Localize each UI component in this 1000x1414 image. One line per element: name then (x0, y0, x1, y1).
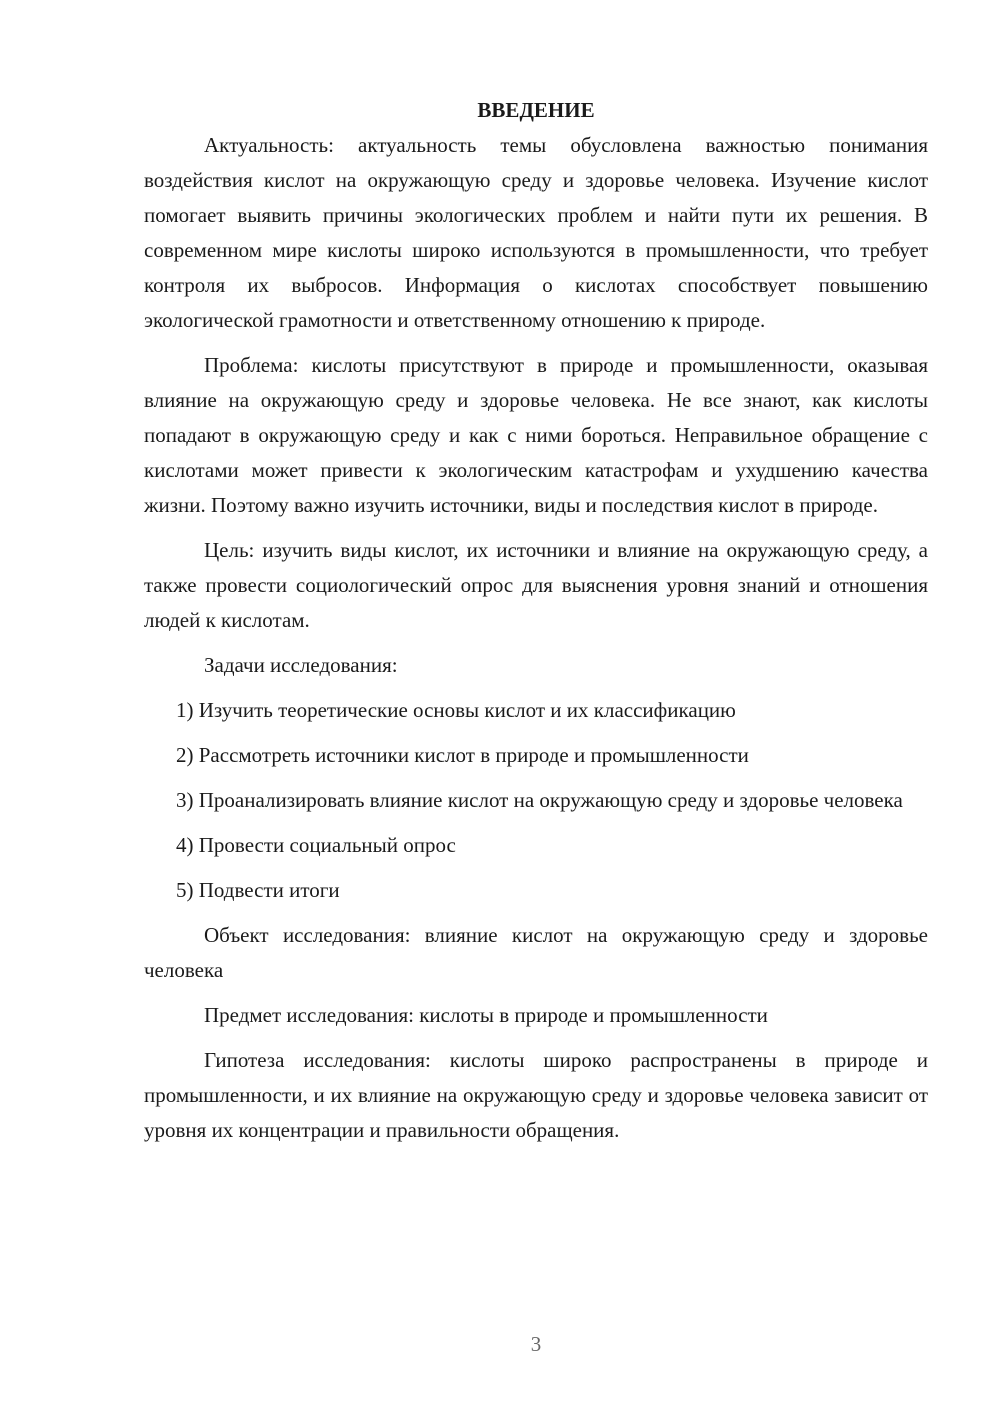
task-item: 2) Рассмотреть источники кислот в природе и промышленности (176, 743, 749, 767)
task-item: 4) Провести социальный опрос (176, 833, 456, 857)
task-item: 5) Подвести итоги (176, 878, 340, 902)
hypothesis-paragraph: Гипотеза исследования: кислоты широко распространены в природе и промышленности, и их влияние на окружающую среду и здоровье человека зависит от уровня их концентрации и правильности обращения. (144, 1048, 928, 1142)
relevance-paragraph: Актуальность: актуальность темы обусловлена важностью понимания воздействия кислот на окружающую среду и здоровье человека. Изучение кислот помогает выявить причины экологических проблем и найти пути их решения. В современном мире кислоты широко используются в промышленности, что требует контроля их выбросов. Информация о кислотах способствует повышению экологической грамотности и ответственному отношению к природе. (144, 133, 928, 332)
document-page (144, 92, 928, 1148)
task-item: 3) Проанализировать влияние кислот на окружающую среду и здоровье человека (176, 788, 903, 812)
goal-paragraph: Цель: изучить виды кислот, их источники и влияние на окружающую среду, а также провести социологический опрос для выяснения уровня знаний и отношения людей к кислотам. (144, 538, 928, 632)
task-item: 1) Изучить теоретические основы кислот и их классификацию (176, 698, 736, 722)
subject-paragraph: Предмет исследования: кислоты в природе и промышленности (204, 1003, 768, 1027)
page-number: 3 (530, 1332, 542, 1356)
object-paragraph: Объект исследования: влияние кислот на окружающую среду и здоровье человека (144, 923, 928, 982)
tasks-heading: Задачи исследования: (204, 653, 398, 677)
document-title: ВВЕДЕНИЕ (477, 98, 595, 122)
problem-paragraph: Проблема: кислоты присутствуют в природе и промышленности, оказывая влияние на окружающую среду и здоровье человека. Не все знают, как кислоты попадают в окружающую среду и как с ними бороться. Неправильное обращение с кислотами может привести к экологическим катастрофам и ухудшению качества жизни. Поэтому важно изучить источники, виды и последствия кислот в природе. (144, 353, 928, 517)
